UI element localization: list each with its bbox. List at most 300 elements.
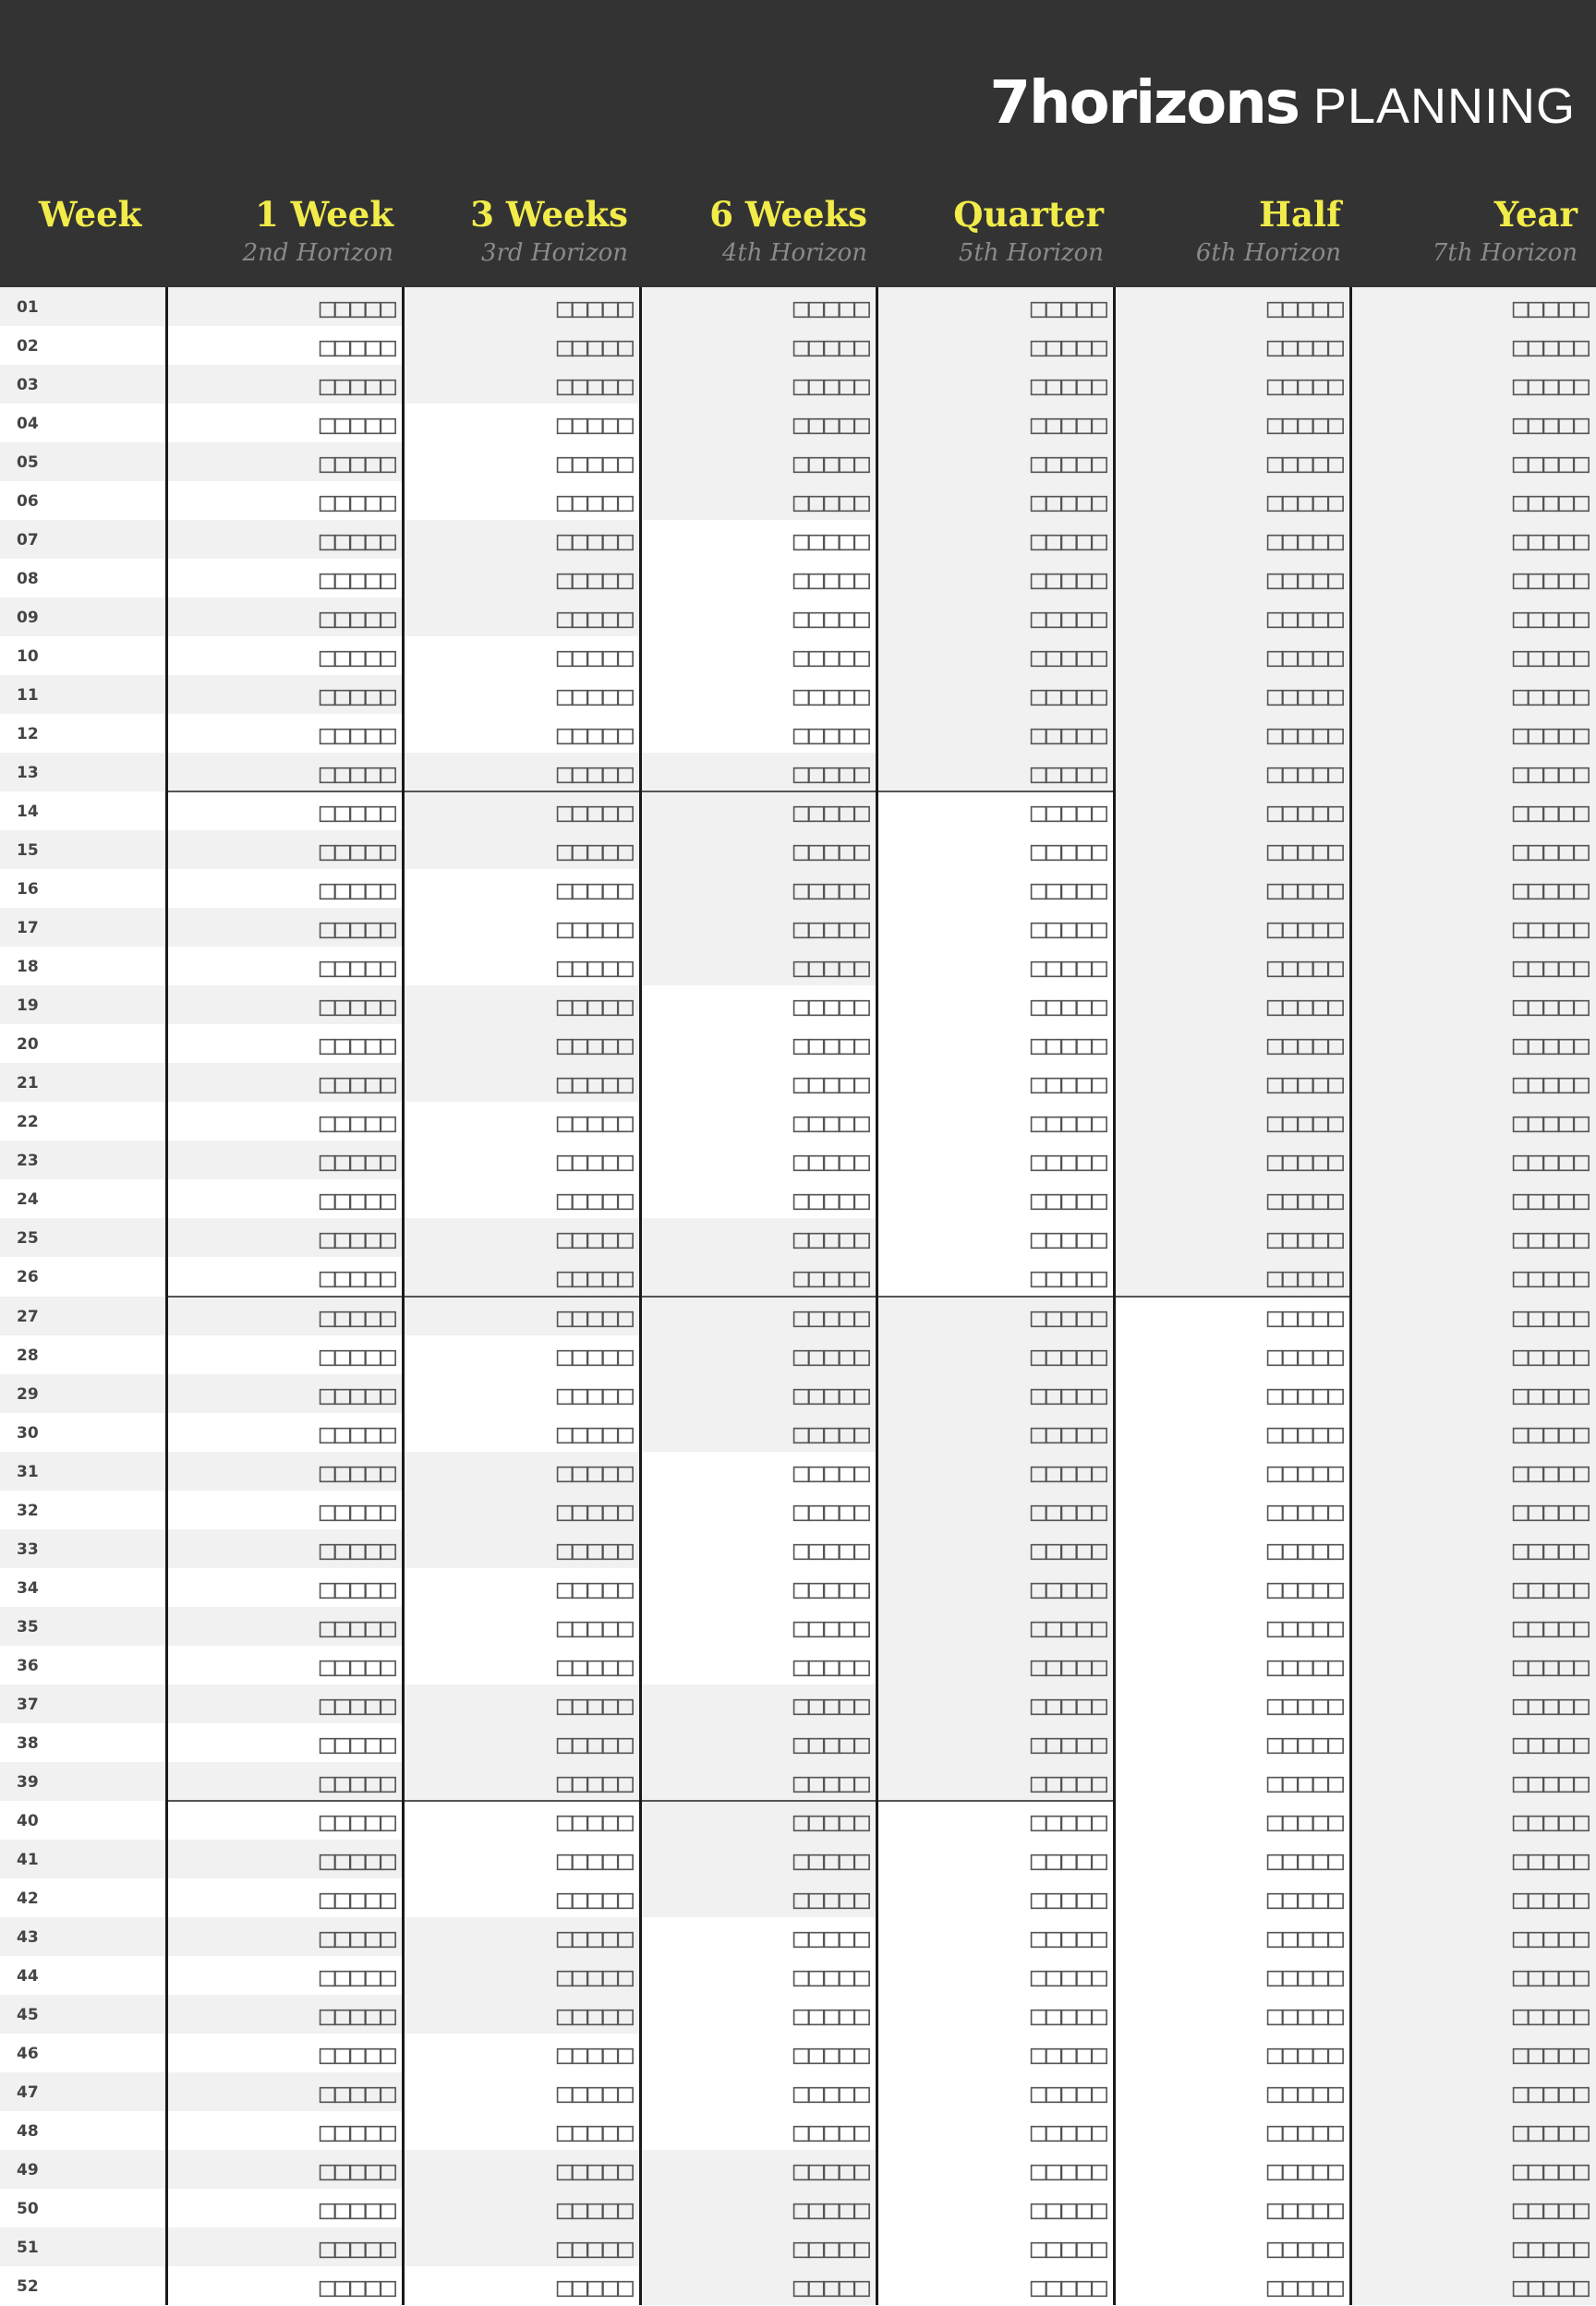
checkbox-group-3-weeks[interactable]: □□□□□: [556, 1766, 633, 1798]
checkbox-group-half[interactable]: □□□□□: [1266, 1998, 1343, 2031]
checkbox-group-quarter[interactable]: □□□□□: [1030, 1727, 1106, 1759]
checkbox-group-3-weeks[interactable]: □□□□□: [556, 680, 633, 712]
checkbox-group-6-weeks[interactable]: □□□□□: [792, 408, 869, 441]
checkbox-group-year[interactable]: □□□□□: [1512, 486, 1589, 518]
checkbox-group-quarter[interactable]: □□□□□: [1030, 951, 1106, 984]
checkbox-group-half[interactable]: □□□□□: [1266, 2270, 1343, 2302]
checkbox-group-6-weeks[interactable]: □□□□□: [792, 2192, 869, 2225]
checkbox-group-quarter[interactable]: □□□□□: [1030, 447, 1106, 479]
checkbox-group-year[interactable]: □□□□□: [1512, 1998, 1589, 2031]
checkbox-group-quarter[interactable]: □□□□□: [1030, 1223, 1106, 1255]
checkbox-group-quarter[interactable]: □□□□□: [1030, 1262, 1106, 1294]
checkbox-group-half[interactable]: □□□□□: [1266, 1921, 1343, 1953]
checkbox-group-3-weeks[interactable]: □□□□□: [556, 1184, 633, 1216]
checkbox-group-3-weeks[interactable]: □□□□□: [556, 1494, 633, 1527]
checkbox-group-quarter[interactable]: □□□□□: [1030, 563, 1106, 596]
checkbox-group-1-week[interactable]: □□□□□: [319, 1417, 395, 1449]
checkbox-group-half[interactable]: □□□□□: [1266, 1766, 1343, 1798]
checkbox-group-year[interactable]: □□□□□: [1512, 1688, 1589, 1720]
checkbox-group-quarter[interactable]: □□□□□: [1030, 1688, 1106, 1720]
checkbox-group-3-weeks[interactable]: □□□□□: [556, 2270, 633, 2302]
checkbox-group-1-week[interactable]: □□□□□: [319, 1378, 395, 1410]
checkbox-group-3-weeks[interactable]: □□□□□: [556, 1300, 633, 1333]
checkbox-group-3-weeks[interactable]: □□□□□: [556, 912, 633, 945]
checkbox-group-year[interactable]: □□□□□: [1512, 1455, 1589, 1488]
checkbox-group-6-weeks[interactable]: □□□□□: [792, 951, 869, 984]
checkbox-group-3-weeks[interactable]: □□□□□: [556, 1960, 633, 1992]
checkbox-group-half[interactable]: □□□□□: [1266, 1262, 1343, 1294]
checkbox-group-quarter[interactable]: □□□□□: [1030, 1494, 1106, 1527]
checkbox-group-half[interactable]: □□□□□: [1266, 718, 1343, 751]
checkbox-group-6-weeks[interactable]: □□□□□: [792, 1805, 869, 1837]
checkbox-group-quarter[interactable]: □□□□□: [1030, 2231, 1106, 2264]
checkbox-group-1-week[interactable]: □□□□□: [319, 1145, 395, 1177]
checkbox-group-6-weeks[interactable]: □□□□□: [792, 1184, 869, 1216]
checkbox-group-quarter[interactable]: □□□□□: [1030, 408, 1106, 441]
checkbox-group-3-weeks[interactable]: □□□□□: [556, 1998, 633, 2031]
checkbox-group-quarter[interactable]: □□□□□: [1030, 1843, 1106, 1876]
checkbox-group-half[interactable]: □□□□□: [1266, 1106, 1343, 1139]
checkbox-group-6-weeks[interactable]: □□□□□: [792, 2076, 869, 2108]
checkbox-group-6-weeks[interactable]: □□□□□: [792, 1417, 869, 1449]
checkbox-group-6-weeks[interactable]: □□□□□: [792, 1533, 869, 1565]
checkbox-group-1-week[interactable]: □□□□□: [319, 1572, 395, 1604]
checkbox-group-3-weeks[interactable]: □□□□□: [556, 2076, 633, 2108]
checkbox-group-6-weeks[interactable]: □□□□□: [792, 1960, 869, 1992]
checkbox-group-6-weeks[interactable]: □□□□□: [792, 757, 869, 790]
checkbox-group-half[interactable]: □□□□□: [1266, 1378, 1343, 1410]
checkbox-group-1-week[interactable]: □□□□□: [319, 486, 395, 518]
checkbox-group-3-weeks[interactable]: □□□□□: [556, 486, 633, 518]
checkbox-group-3-weeks[interactable]: □□□□□: [556, 1649, 633, 1682]
checkbox-group-3-weeks[interactable]: □□□□□: [556, 525, 633, 557]
checkbox-group-half[interactable]: □□□□□: [1266, 2192, 1343, 2225]
checkbox-group-3-weeks[interactable]: □□□□□: [556, 1106, 633, 1139]
checkbox-group-3-weeks[interactable]: □□□□□: [556, 2154, 633, 2186]
checkbox-group-1-week[interactable]: □□□□□: [319, 1494, 395, 1527]
checkbox-group-year[interactable]: □□□□□: [1512, 1921, 1589, 1953]
checkbox-group-half[interactable]: □□□□□: [1266, 796, 1343, 828]
checkbox-group-year[interactable]: □□□□□: [1512, 1339, 1589, 1371]
checkbox-group-year[interactable]: □□□□□: [1512, 718, 1589, 751]
checkbox-group-3-weeks[interactable]: □□□□□: [556, 1339, 633, 1371]
checkbox-group-3-weeks[interactable]: □□□□□: [556, 1068, 633, 1100]
checkbox-group-year[interactable]: □□□□□: [1512, 1184, 1589, 1216]
checkbox-group-1-week[interactable]: □□□□□: [319, 1455, 395, 1488]
checkbox-group-6-weeks[interactable]: □□□□□: [792, 2115, 869, 2147]
checkbox-group-6-weeks[interactable]: □□□□□: [792, 796, 869, 828]
checkbox-group-year[interactable]: □□□□□: [1512, 1766, 1589, 1798]
checkbox-group-half[interactable]: □□□□□: [1266, 951, 1343, 984]
checkbox-group-half[interactable]: □□□□□: [1266, 990, 1343, 1022]
checkbox-group-1-week[interactable]: □□□□□: [319, 1106, 395, 1139]
checkbox-group-quarter[interactable]: □□□□□: [1030, 641, 1106, 673]
checkbox-group-6-weeks[interactable]: □□□□□: [792, 447, 869, 479]
checkbox-group-half[interactable]: □□□□□: [1266, 1960, 1343, 1992]
checkbox-group-6-weeks[interactable]: □□□□□: [792, 1339, 869, 1371]
checkbox-group-1-week[interactable]: □□□□□: [319, 990, 395, 1022]
checkbox-group-6-weeks[interactable]: □□□□□: [792, 912, 869, 945]
checkbox-group-year[interactable]: □□□□□: [1512, 292, 1589, 323]
checkbox-group-year[interactable]: □□□□□: [1512, 1611, 1589, 1643]
checkbox-group-quarter[interactable]: □□□□□: [1030, 369, 1106, 402]
checkbox-group-3-weeks[interactable]: □□□□□: [556, 1378, 633, 1410]
checkbox-group-1-week[interactable]: □□□□□: [319, 1960, 395, 1992]
checkbox-group-3-weeks[interactable]: □□□□□: [556, 1572, 633, 1604]
checkbox-group-6-weeks[interactable]: □□□□□: [792, 1766, 869, 1798]
checkbox-group-1-week[interactable]: □□□□□: [319, 1611, 395, 1643]
checkbox-group-half[interactable]: □□□□□: [1266, 1184, 1343, 1216]
checkbox-group-quarter[interactable]: □□□□□: [1030, 1611, 1106, 1643]
checkbox-group-half[interactable]: □□□□□: [1266, 1223, 1343, 1255]
checkbox-group-year[interactable]: □□□□□: [1512, 1417, 1589, 1449]
checkbox-group-year[interactable]: □□□□□: [1512, 1106, 1589, 1139]
checkbox-group-year[interactable]: □□□□□: [1512, 874, 1589, 906]
checkbox-group-year[interactable]: □□□□□: [1512, 525, 1589, 557]
checkbox-group-year[interactable]: □□□□□: [1512, 2270, 1589, 2302]
checkbox-group-half[interactable]: □□□□□: [1266, 1533, 1343, 1565]
checkbox-group-quarter[interactable]: □□□□□: [1030, 1921, 1106, 1953]
checkbox-group-year[interactable]: □□□□□: [1512, 641, 1589, 673]
checkbox-group-1-week[interactable]: □□□□□: [319, 1921, 395, 1953]
checkbox-group-year[interactable]: □□□□□: [1512, 1145, 1589, 1177]
checkbox-group-quarter[interactable]: □□□□□: [1030, 757, 1106, 790]
checkbox-group-quarter[interactable]: □□□□□: [1030, 1106, 1106, 1139]
checkbox-group-3-weeks[interactable]: □□□□□: [556, 1882, 633, 1914]
checkbox-group-3-weeks[interactable]: □□□□□: [556, 2037, 633, 2070]
checkbox-group-year[interactable]: □□□□□: [1512, 1572, 1589, 1604]
checkbox-group-half[interactable]: □□□□□: [1266, 1145, 1343, 1177]
checkbox-group-half[interactable]: □□□□□: [1266, 1727, 1343, 1759]
checkbox-group-year[interactable]: □□□□□: [1512, 796, 1589, 828]
checkbox-group-3-weeks[interactable]: □□□□□: [556, 1727, 633, 1759]
checkbox-group-3-weeks[interactable]: □□□□□: [556, 1223, 633, 1255]
checkbox-group-quarter[interactable]: □□□□□: [1030, 2115, 1106, 2147]
checkbox-group-half[interactable]: □□□□□: [1266, 1300, 1343, 1333]
checkbox-group-6-weeks[interactable]: □□□□□: [792, 1611, 869, 1643]
checkbox-group-year[interactable]: □□□□□: [1512, 447, 1589, 479]
checkbox-group-quarter[interactable]: □□□□□: [1030, 1533, 1106, 1565]
checkbox-group-year[interactable]: □□□□□: [1512, 2231, 1589, 2264]
checkbox-group-1-week[interactable]: □□□□□: [319, 1649, 395, 1682]
checkbox-group-year[interactable]: □□□□□: [1512, 331, 1589, 363]
checkbox-group-1-week[interactable]: □□□□□: [319, 2076, 395, 2108]
checkbox-group-half[interactable]: □□□□□: [1266, 292, 1343, 323]
checkbox-group-6-weeks[interactable]: □□□□□: [792, 292, 869, 323]
checkbox-group-half[interactable]: □□□□□: [1266, 757, 1343, 790]
checkbox-group-year[interactable]: □□□□□: [1512, 1960, 1589, 1992]
checkbox-group-1-week[interactable]: □□□□□: [319, 874, 395, 906]
checkbox-group-3-weeks[interactable]: □□□□□: [556, 1688, 633, 1720]
checkbox-group-quarter[interactable]: □□□□□: [1030, 1300, 1106, 1333]
checkbox-group-half[interactable]: □□□□□: [1266, 1611, 1343, 1643]
checkbox-group-half[interactable]: □□□□□: [1266, 874, 1343, 906]
checkbox-group-year[interactable]: □□□□□: [1512, 1378, 1589, 1410]
checkbox-group-6-weeks[interactable]: □□□□□: [792, 369, 869, 402]
checkbox-group-quarter[interactable]: □□□□□: [1030, 835, 1106, 867]
checkbox-group-1-week[interactable]: □□□□□: [319, 1727, 395, 1759]
checkbox-group-year[interactable]: □□□□□: [1512, 1882, 1589, 1914]
checkbox-group-6-weeks[interactable]: □□□□□: [792, 1921, 869, 1953]
checkbox-group-6-weeks[interactable]: □□□□□: [792, 1455, 869, 1488]
checkbox-group-6-weeks[interactable]: □□□□□: [792, 1378, 869, 1410]
checkbox-group-half[interactable]: □□□□□: [1266, 1572, 1343, 1604]
checkbox-group-half[interactable]: □□□□□: [1266, 1455, 1343, 1488]
checkbox-group-6-weeks[interactable]: □□□□□: [792, 1145, 869, 1177]
checkbox-group-1-week[interactable]: □□□□□: [319, 563, 395, 596]
checkbox-group-1-week[interactable]: □□□□□: [319, 1766, 395, 1798]
checkbox-group-1-week[interactable]: □□□□□: [319, 912, 395, 945]
checkbox-group-6-weeks[interactable]: □□□□□: [792, 680, 869, 712]
checkbox-group-6-weeks[interactable]: □□□□□: [792, 1688, 869, 1720]
checkbox-group-quarter[interactable]: □□□□□: [1030, 602, 1106, 634]
checkbox-group-year[interactable]: □□□□□: [1512, 1533, 1589, 1565]
checkbox-group-half[interactable]: □□□□□: [1266, 1843, 1343, 1876]
checkbox-group-half[interactable]: □□□□□: [1266, 2231, 1343, 2264]
checkbox-group-half[interactable]: □□□□□: [1266, 525, 1343, 557]
checkbox-group-6-weeks[interactable]: □□□□□: [792, 1494, 869, 1527]
checkbox-group-half[interactable]: □□□□□: [1266, 2154, 1343, 2186]
checkbox-group-half[interactable]: □□□□□: [1266, 369, 1343, 402]
checkbox-group-half[interactable]: □□□□□: [1266, 602, 1343, 634]
checkbox-group-quarter[interactable]: □□□□□: [1030, 1184, 1106, 1216]
checkbox-group-6-weeks[interactable]: □□□□□: [792, 1649, 869, 1682]
checkbox-group-1-week[interactable]: □□□□□: [319, 1688, 395, 1720]
checkbox-group-year[interactable]: □□□□□: [1512, 1727, 1589, 1759]
checkbox-group-1-week[interactable]: □□□□□: [319, 1339, 395, 1371]
checkbox-group-half[interactable]: □□□□□: [1266, 1068, 1343, 1100]
checkbox-group-3-weeks[interactable]: □□□□□: [556, 1145, 633, 1177]
checkbox-group-6-weeks[interactable]: □□□□□: [792, 835, 869, 867]
checkbox-group-year[interactable]: □□□□□: [1512, 951, 1589, 984]
checkbox-group-1-week[interactable]: □□□□□: [319, 1184, 395, 1216]
checkbox-group-6-weeks[interactable]: □□□□□: [792, 2270, 869, 2302]
checkbox-group-quarter[interactable]: □□□□□: [1030, 486, 1106, 518]
checkbox-group-quarter[interactable]: □□□□□: [1030, 2037, 1106, 2070]
checkbox-group-1-week[interactable]: □□□□□: [319, 1300, 395, 1333]
checkbox-group-3-weeks[interactable]: □□□□□: [556, 1611, 633, 1643]
checkbox-group-year[interactable]: □□□□□: [1512, 2192, 1589, 2225]
checkbox-group-3-weeks[interactable]: □□□□□: [556, 757, 633, 790]
checkbox-group-quarter[interactable]: □□□□□: [1030, 1998, 1106, 2031]
checkbox-group-3-weeks[interactable]: □□□□□: [556, 641, 633, 673]
checkbox-group-half[interactable]: □□□□□: [1266, 408, 1343, 441]
checkbox-group-quarter[interactable]: □□□□□: [1030, 718, 1106, 751]
checkbox-group-6-weeks[interactable]: □□□□□: [792, 563, 869, 596]
checkbox-group-1-week[interactable]: □□□□□: [319, 796, 395, 828]
checkbox-group-6-weeks[interactable]: □□□□□: [792, 1727, 869, 1759]
checkbox-group-quarter[interactable]: □□□□□: [1030, 331, 1106, 363]
checkbox-group-3-weeks[interactable]: □□□□□: [556, 1805, 633, 1837]
checkbox-group-year[interactable]: □□□□□: [1512, 2154, 1589, 2186]
checkbox-group-year[interactable]: □□□□□: [1512, 2115, 1589, 2147]
checkbox-group-3-weeks[interactable]: □□□□□: [556, 602, 633, 634]
checkbox-group-1-week[interactable]: □□□□□: [319, 2115, 395, 2147]
checkbox-group-year[interactable]: □□□□□: [1512, 2037, 1589, 2070]
checkbox-group-half[interactable]: □□□□□: [1266, 1882, 1343, 1914]
checkbox-group-3-weeks[interactable]: □□□□□: [556, 874, 633, 906]
checkbox-group-quarter[interactable]: □□□□□: [1030, 1339, 1106, 1371]
checkbox-group-6-weeks[interactable]: □□□□□: [792, 1223, 869, 1255]
checkbox-group-half[interactable]: □□□□□: [1266, 1805, 1343, 1837]
checkbox-group-6-weeks[interactable]: □□□□□: [792, 990, 869, 1022]
checkbox-group-half[interactable]: □□□□□: [1266, 1688, 1343, 1720]
checkbox-group-half[interactable]: □□□□□: [1266, 1649, 1343, 1682]
checkbox-group-1-week[interactable]: □□□□□: [319, 718, 395, 751]
checkbox-group-1-week[interactable]: □□□□□: [319, 1068, 395, 1100]
checkbox-group-year[interactable]: □□□□□: [1512, 408, 1589, 441]
checkbox-group-year[interactable]: □□□□□: [1512, 990, 1589, 1022]
checkbox-group-quarter[interactable]: □□□□□: [1030, 1805, 1106, 1837]
checkbox-group-6-weeks[interactable]: □□□□□: [792, 1029, 869, 1061]
checkbox-group-1-week[interactable]: □□□□□: [319, 331, 395, 363]
checkbox-group-1-week[interactable]: □□□□□: [319, 2192, 395, 2225]
checkbox-group-3-weeks[interactable]: □□□□□: [556, 835, 633, 867]
checkbox-group-6-weeks[interactable]: □□□□□: [792, 874, 869, 906]
checkbox-group-3-weeks[interactable]: □□□□□: [556, 563, 633, 596]
checkbox-group-year[interactable]: □□□□□: [1512, 1494, 1589, 1527]
checkbox-group-quarter[interactable]: □□□□□: [1030, 912, 1106, 945]
checkbox-group-year[interactable]: □□□□□: [1512, 757, 1589, 790]
checkbox-group-quarter[interactable]: □□□□□: [1030, 990, 1106, 1022]
checkbox-group-half[interactable]: □□□□□: [1266, 331, 1343, 363]
checkbox-group-year[interactable]: □□□□□: [1512, 1029, 1589, 1061]
checkbox-group-3-weeks[interactable]: □□□□□: [556, 2115, 633, 2147]
checkbox-group-half[interactable]: □□□□□: [1266, 486, 1343, 518]
checkbox-group-6-weeks[interactable]: □□□□□: [792, 641, 869, 673]
checkbox-group-1-week[interactable]: □□□□□: [319, 602, 395, 634]
checkbox-group-1-week[interactable]: □□□□□: [319, 2037, 395, 2070]
checkbox-group-quarter[interactable]: □□□□□: [1030, 1417, 1106, 1449]
checkbox-group-6-weeks[interactable]: □□□□□: [792, 2154, 869, 2186]
checkbox-group-1-week[interactable]: □□□□□: [319, 757, 395, 790]
checkbox-group-6-weeks[interactable]: □□□□□: [792, 1882, 869, 1914]
checkbox-group-6-weeks[interactable]: □□□□□: [792, 1998, 869, 2031]
checkbox-group-6-weeks[interactable]: □□□□□: [792, 1262, 869, 1294]
checkbox-group-quarter[interactable]: □□□□□: [1030, 680, 1106, 712]
checkbox-group-6-weeks[interactable]: □□□□□: [792, 1572, 869, 1604]
checkbox-group-6-weeks[interactable]: □□□□□: [792, 1300, 869, 1333]
checkbox-group-6-weeks[interactable]: □□□□□: [792, 331, 869, 363]
checkbox-group-3-weeks[interactable]: □□□□□: [556, 796, 633, 828]
checkbox-group-half[interactable]: □□□□□: [1266, 641, 1343, 673]
checkbox-group-3-weeks[interactable]: □□□□□: [556, 447, 633, 479]
checkbox-group-year[interactable]: □□□□□: [1512, 1843, 1589, 1876]
checkbox-group-quarter[interactable]: □□□□□: [1030, 1145, 1106, 1177]
checkbox-group-quarter[interactable]: □□□□□: [1030, 2270, 1106, 2302]
checkbox-group-quarter[interactable]: □□□□□: [1030, 1766, 1106, 1798]
checkbox-group-1-week[interactable]: □□□□□: [319, 1262, 395, 1294]
checkbox-group-3-weeks[interactable]: □□□□□: [556, 2231, 633, 2264]
checkbox-group-6-weeks[interactable]: □□□□□: [792, 1106, 869, 1139]
checkbox-group-1-week[interactable]: □□□□□: [319, 951, 395, 984]
checkbox-group-1-week[interactable]: □□□□□: [319, 680, 395, 712]
checkbox-group-1-week[interactable]: □□□□□: [319, 369, 395, 402]
checkbox-group-3-weeks[interactable]: □□□□□: [556, 369, 633, 402]
checkbox-group-quarter[interactable]: □□□□□: [1030, 1649, 1106, 1682]
checkbox-group-year[interactable]: □□□□□: [1512, 369, 1589, 402]
checkbox-group-year[interactable]: □□□□□: [1512, 1262, 1589, 1294]
checkbox-group-3-weeks[interactable]: □□□□□: [556, 2192, 633, 2225]
checkbox-group-6-weeks[interactable]: □□□□□: [792, 486, 869, 518]
checkbox-group-3-weeks[interactable]: □□□□□: [556, 1533, 633, 1565]
checkbox-group-year[interactable]: □□□□□: [1512, 835, 1589, 867]
checkbox-group-3-weeks[interactable]: □□□□□: [556, 1029, 633, 1061]
checkbox-group-half[interactable]: □□□□□: [1266, 835, 1343, 867]
checkbox-group-1-week[interactable]: □□□□□: [319, 1882, 395, 1914]
checkbox-group-half[interactable]: □□□□□: [1266, 563, 1343, 596]
checkbox-group-year[interactable]: □□□□□: [1512, 563, 1589, 596]
checkbox-group-year[interactable]: □□□□□: [1512, 1223, 1589, 1255]
checkbox-group-half[interactable]: □□□□□: [1266, 912, 1343, 945]
checkbox-group-1-week[interactable]: □□□□□: [319, 1029, 395, 1061]
checkbox-group-1-week[interactable]: □□□□□: [319, 641, 395, 673]
checkbox-group-1-week[interactable]: □□□□□: [319, 2270, 395, 2302]
checkbox-group-quarter[interactable]: □□□□□: [1030, 1455, 1106, 1488]
checkbox-group-half[interactable]: □□□□□: [1266, 680, 1343, 712]
checkbox-group-1-week[interactable]: □□□□□: [319, 525, 395, 557]
checkbox-group-3-weeks[interactable]: □□□□□: [556, 331, 633, 363]
checkbox-group-1-week[interactable]: □□□□□: [319, 1998, 395, 2031]
checkbox-group-half[interactable]: □□□□□: [1266, 1339, 1343, 1371]
checkbox-group-1-week[interactable]: □□□□□: [319, 1843, 395, 1876]
checkbox-group-3-weeks[interactable]: □□□□□: [556, 1262, 633, 1294]
checkbox-group-year[interactable]: □□□□□: [1512, 602, 1589, 634]
checkbox-group-half[interactable]: □□□□□: [1266, 2076, 1343, 2108]
checkbox-group-1-week[interactable]: □□□□□: [319, 1533, 395, 1565]
checkbox-group-quarter[interactable]: □□□□□: [1030, 796, 1106, 828]
checkbox-group-6-weeks[interactable]: □□□□□: [792, 718, 869, 751]
checkbox-group-quarter[interactable]: □□□□□: [1030, 1882, 1106, 1914]
checkbox-group-quarter[interactable]: □□□□□: [1030, 2192, 1106, 2225]
checkbox-group-half[interactable]: □□□□□: [1266, 1029, 1343, 1061]
checkbox-group-3-weeks[interactable]: □□□□□: [556, 990, 633, 1022]
checkbox-group-1-week[interactable]: □□□□□: [319, 2231, 395, 2264]
checkbox-group-quarter[interactable]: □□□□□: [1030, 1068, 1106, 1100]
checkbox-group-year[interactable]: □□□□□: [1512, 1805, 1589, 1837]
checkbox-group-quarter[interactable]: □□□□□: [1030, 1029, 1106, 1061]
checkbox-group-1-week[interactable]: □□□□□: [319, 835, 395, 867]
checkbox-group-3-weeks[interactable]: □□□□□: [556, 718, 633, 751]
checkbox-group-1-week[interactable]: □□□□□: [319, 292, 395, 323]
checkbox-group-1-week[interactable]: □□□□□: [319, 447, 395, 479]
checkbox-group-1-week[interactable]: □□□□□: [319, 1805, 395, 1837]
checkbox-group-6-weeks[interactable]: □□□□□: [792, 602, 869, 634]
checkbox-group-1-week[interactable]: □□□□□: [319, 408, 395, 441]
checkbox-group-quarter[interactable]: □□□□□: [1030, 525, 1106, 557]
checkbox-group-quarter[interactable]: □□□□□: [1030, 874, 1106, 906]
checkbox-group-year[interactable]: □□□□□: [1512, 1068, 1589, 1100]
checkbox-group-quarter[interactable]: □□□□□: [1030, 2154, 1106, 2186]
checkbox-group-quarter[interactable]: □□□□□: [1030, 292, 1106, 323]
checkbox-group-half[interactable]: □□□□□: [1266, 2037, 1343, 2070]
checkbox-group-6-weeks[interactable]: □□□□□: [792, 2231, 869, 2264]
checkbox-group-3-weeks[interactable]: □□□□□: [556, 1455, 633, 1488]
checkbox-group-year[interactable]: □□□□□: [1512, 2076, 1589, 2108]
checkbox-group-quarter[interactable]: □□□□□: [1030, 1572, 1106, 1604]
checkbox-group-6-weeks[interactable]: □□□□□: [792, 2037, 869, 2070]
checkbox-group-quarter[interactable]: □□□□□: [1030, 1378, 1106, 1410]
checkbox-group-3-weeks[interactable]: □□□□□: [556, 1843, 633, 1876]
checkbox-group-year[interactable]: □□□□□: [1512, 1300, 1589, 1333]
checkbox-group-1-week[interactable]: □□□□□: [319, 1223, 395, 1255]
checkbox-group-6-weeks[interactable]: □□□□□: [792, 525, 869, 557]
checkbox-group-6-weeks[interactable]: □□□□□: [792, 1068, 869, 1100]
checkbox-group-3-weeks[interactable]: □□□□□: [556, 292, 633, 323]
checkbox-group-year[interactable]: □□□□□: [1512, 680, 1589, 712]
checkbox-group-6-weeks[interactable]: □□□□□: [792, 1843, 869, 1876]
checkbox-group-3-weeks[interactable]: □□□□□: [556, 951, 633, 984]
